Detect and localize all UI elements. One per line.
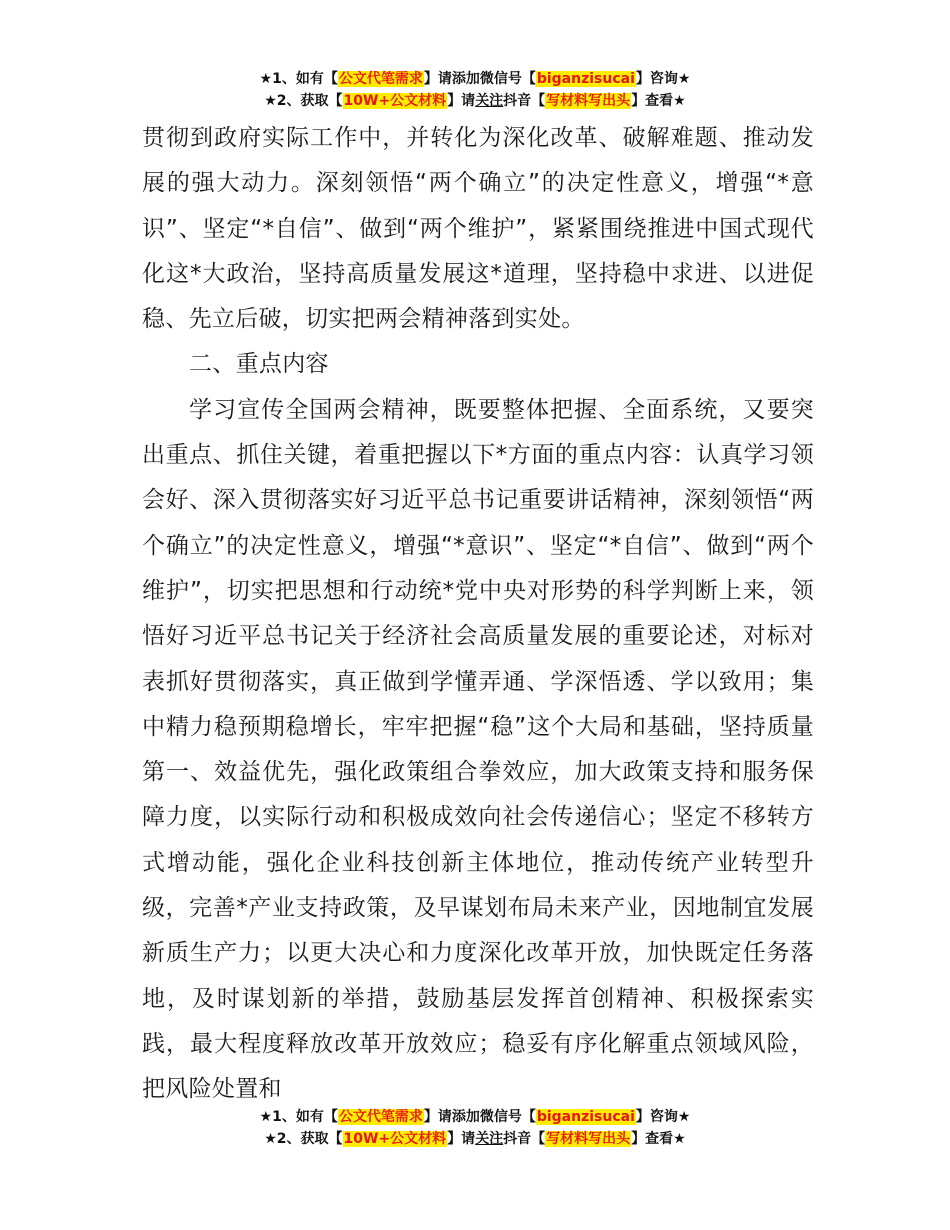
banner-text: ★2、获取【 bbox=[264, 1131, 343, 1147]
body-paragraph: 贯彻到政府实际工作中，并转化为深化改革、破解难题、推动发展的强大动力。深刻领悟“两个确立”的决定性意义，增强“*意识”、坚定“*自信”、做到“两个维护”，紧紧围绕推进中国式现代化这*大政治，坚持高质量发展这*道理，坚持稳中求进、以进促稳、先立后破，切实把两会精神落到实处。 bbox=[142, 125, 814, 333]
banner-text: 】查看★ bbox=[631, 93, 686, 109]
banner-text: 】咨询★ bbox=[635, 71, 691, 87]
banner-text: 微信号【 bbox=[479, 71, 536, 87]
banner-highlight: 写材料写出头 bbox=[546, 93, 631, 109]
banner-text: 】请 bbox=[447, 93, 476, 109]
banner-text: ★1、如有【 bbox=[259, 71, 338, 87]
footer-banner bbox=[0, 1106, 950, 1150]
banner-emphasis: 添加 bbox=[451, 1109, 480, 1125]
banner-line-1 bbox=[0, 68, 950, 90]
banner-highlight: biganzisucai bbox=[536, 1109, 635, 1125]
document-body bbox=[142, 116, 814, 1113]
banner-line-2 bbox=[0, 90, 950, 112]
banner-text: 抖音【 bbox=[503, 1131, 546, 1147]
banner-text: 】咨询★ bbox=[635, 1109, 691, 1125]
banner-highlight: 写材料写出头 bbox=[546, 1131, 631, 1147]
banner-line-2 bbox=[0, 1128, 950, 1150]
banner-text: 】请 bbox=[423, 1109, 452, 1125]
banner-text: ★1、如有【 bbox=[259, 1109, 338, 1125]
banner-text: 微信号【 bbox=[479, 1109, 536, 1125]
banner-highlight: biganzisucai bbox=[536, 71, 635, 87]
body-paragraph: 学习宣传全国两会精神，既要整体把握、全面系统，又要突出重点、抓住关键，着重把握以下*方面的重点内容：认真学习领会好、深入贯彻落实好习近平总书记重要讲话精神，深刻领悟“两个确立”的决定性意义，增强“*意识”、坚定“*自信”、做到“两个维护”，切实把思想和行动统*党中央对形势的科学判断上来，领悟好习近平总书记关于经济社会高质量发展的重要论述，对标对表抓好贯彻落实，真正做到学懂弄通、学深悟透、学以致用；集中精力稳预期稳增长，牢牢把握“稳”这个大局和基础，坚持质量第一、效益优先，强化政策组合拳效应，加大政策支持和服务保障力度，以实际行动和积极成效向社会传递信心；坚定不移转方式增动能，强化企业科技创新主体地位，推动传统产业转型升级，完善*产业支持政策，及早谋划布局未来产业，因地制宜发展新质生产力；以更大决心和力度深化改革开放，加快既定任务落地，及时谋划新的举措，鼓励基层发挥首创精神、积极探索实践，最大程度释放改革开放效应；稳妥有序化解重点领域风险，把风险处置和 bbox=[142, 396, 814, 1103]
banner-emphasis: 关注 bbox=[475, 1131, 504, 1147]
banner-text: 】请 bbox=[447, 1131, 476, 1147]
banner-text: 抖音【 bbox=[503, 93, 546, 109]
banner-text: ★2、获取【 bbox=[264, 93, 343, 109]
banner-highlight: 公文代笔需求 bbox=[338, 71, 423, 87]
banner-highlight: 公文代笔需求 bbox=[338, 1109, 423, 1125]
banner-line-1 bbox=[0, 1106, 950, 1128]
banner-emphasis: 添加 bbox=[451, 71, 480, 87]
banner-text: 】请 bbox=[423, 71, 452, 87]
header-banner bbox=[0, 68, 950, 112]
banner-text: 】查看★ bbox=[631, 1131, 686, 1147]
section-heading: 二、重点内容 bbox=[189, 351, 329, 378]
banner-highlight: 10W+公文材料 bbox=[343, 93, 447, 109]
banner-highlight: 10W+公文材料 bbox=[343, 1131, 447, 1147]
banner-emphasis: 关注 bbox=[475, 93, 504, 109]
